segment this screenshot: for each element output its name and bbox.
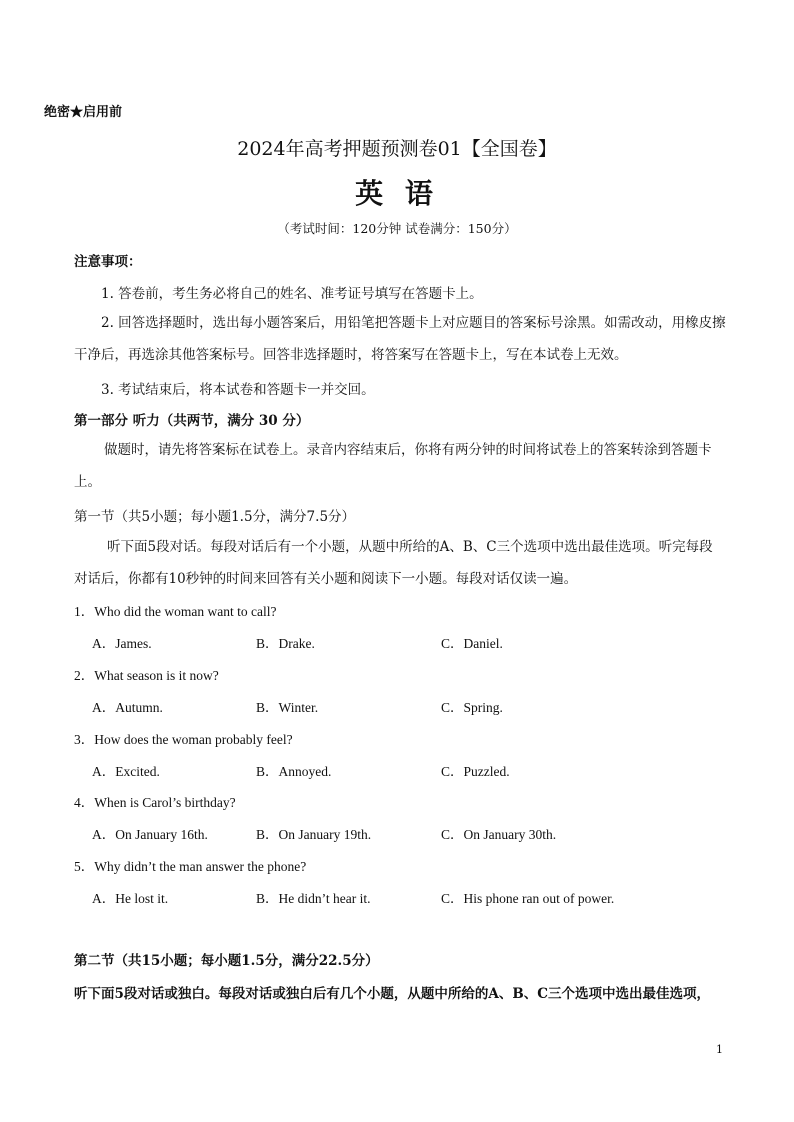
q5-option-c: C．His phone ran out of power.	[441, 891, 615, 906]
q1-option-a: A．James.	[92, 636, 152, 651]
page-number: 1	[716, 1043, 723, 1056]
section2-instruction: 听下面5段对话或独白。每段对话或独白后有几个小题，从题中所给的A、B、C三个选项中选出最佳选项，	[74, 986, 711, 1002]
q2-option-a: A．Autumn.	[92, 700, 163, 715]
q1-option-c: C．Daniel.	[441, 636, 503, 651]
q4-option-a: A．On January 16th.	[92, 827, 208, 842]
q2-option-b: B．Winter.	[256, 700, 319, 715]
q3-option-b: B．Annoyed.	[256, 764, 332, 779]
exam-time-info: （考试时间：120分钟 试卷满分：150分）	[277, 221, 517, 236]
section1-heading: 第一节（共5小题；每小题1.5分，满分7.5分）	[74, 509, 356, 525]
q1-option-b: B．Drake.	[256, 636, 315, 651]
confidential-mark: 绝密★启用前	[44, 105, 123, 120]
section1-instruction: 听下面5段对话。每段对话后有一个小题，从题中所给的A、B、C三个选项中选出最佳选项。听完每段对话后，你都有10秒钟的时间来回答有关小题和阅读下一小题。每段对话仅读一遍。	[74, 539, 713, 587]
part1-instruction: 做题时，请先将答案标在试卷上。录音内容结束后，你将有两分钟的时间将试卷上的答案转涂到答题卡上。	[74, 442, 712, 490]
exam-title: 2024年高考押题预测卷01【全国卷】	[237, 138, 557, 160]
question-1: 1．Who did the woman want to call?	[74, 604, 277, 619]
part1-heading: 第一部分 听力（共两节，满分 30 分）	[74, 413, 310, 429]
q2-option-c: C．Spring.	[441, 700, 503, 715]
section2-heading: 第二节（共15小题；每小题1.5分，满分22.5分）	[74, 953, 379, 969]
subject-title: 英 语	[355, 177, 439, 210]
question-2: 2．What season is it now?	[74, 668, 219, 683]
q5-option-a: A．He lost it.	[92, 891, 169, 906]
q4-option-b: B．On January 19th.	[256, 827, 372, 842]
q5-option-b: B．He didn’t hear it.	[256, 891, 371, 906]
question-4: 4．When is Carol’s birthday?	[74, 795, 236, 810]
q4-option-c: C．On January 30th.	[441, 827, 557, 842]
notes-heading: 注意事项：	[74, 254, 142, 270]
q3-option-c: C．Puzzled.	[441, 764, 510, 779]
note-item-1: 1. 答卷前，考生务必将自己的姓名、准考证号填写在答题卡上。	[101, 286, 483, 302]
question-5: 5．Why didn’t the man answer the phone?	[74, 859, 307, 874]
q3-option-a: A．Excited.	[92, 764, 160, 779]
note-item-2: 2. 回答选择题时，选出每小题答案后，用铅笔把答题卡上对应题目的答案标号涂黑。如需改动，用橡皮擦干净后，再选涂其他答案标号。回答非选择题时，将答案写在答题卡上，写在本试卷上无效。	[74, 315, 726, 363]
question-3: 3．How does the woman probably feel?	[74, 732, 293, 747]
note-item-3: 3. 考试结束后，将本试卷和答题卡一并交回。	[101, 382, 375, 398]
